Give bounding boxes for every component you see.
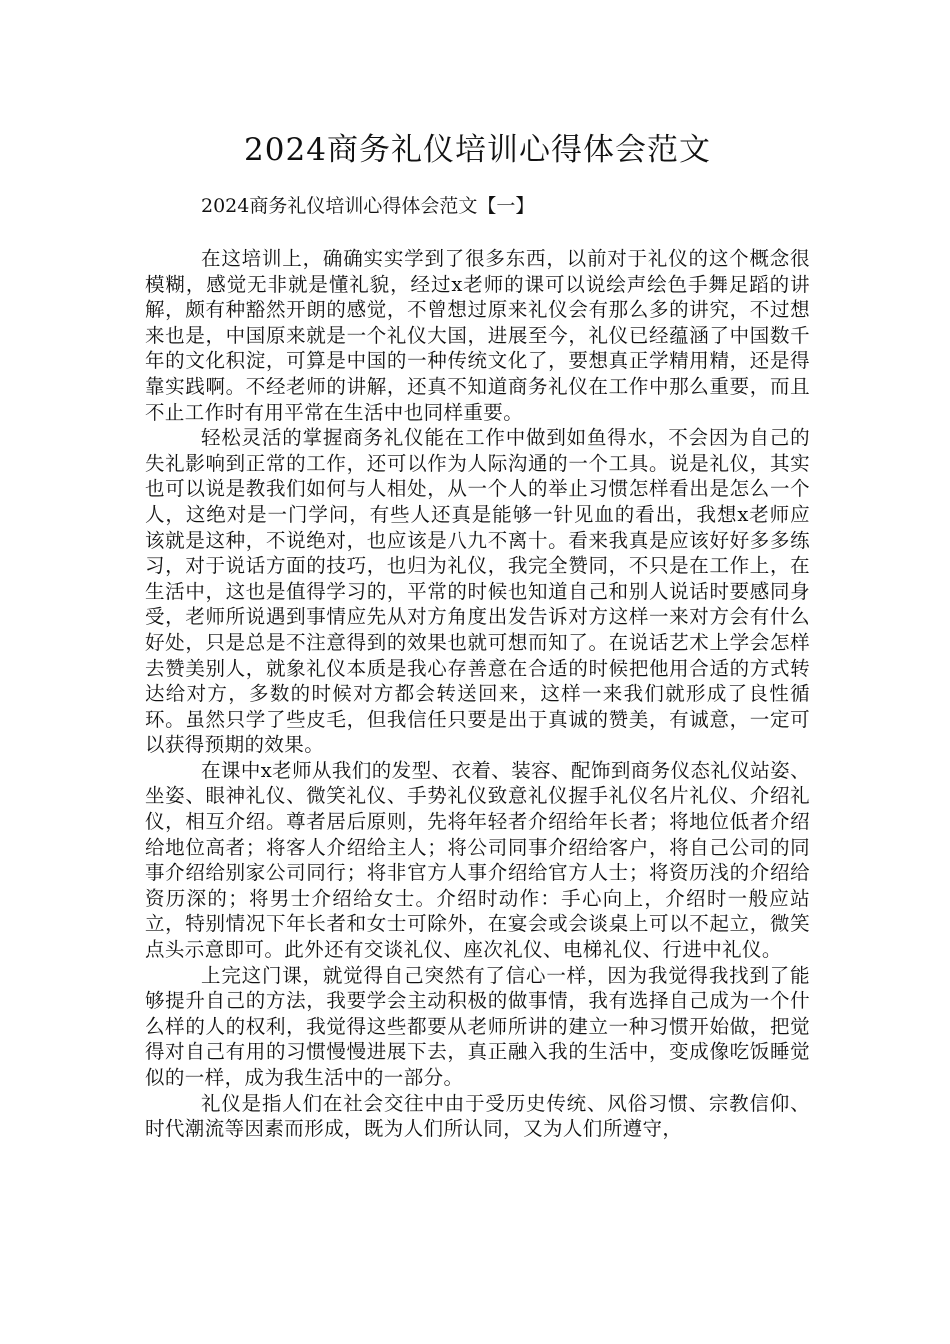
paragraph-2: 轻松灵活的掌握商务礼仪能在工作中做到如鱼得水，不会因为自己的失礼影响到正常的工作，还可以作为人际沟通的一个工具。说是礼仪，其实也可以说是教我们如何与人相处，从一个人的举止习惯怎样看出是怎么一个人，这绝对是一门学问，有些人还真是能够一针见血的看出，我想x老师应该就是这种，不说绝对，也应该是八九不离十。看来我真是应该好好多多练习，对于说话方面的技巧，也归为礼仪，我完全赞同，不只是在工作上，在生活中，这也是值得学习的，平常的时候也知道自己和别人说话时要感同身受，老师所说遇到事情应先从对方角度出发告诉对方这样一来对方会有什么好处，只是总是不注意得到的效果也就可想而知了。在说话艺术上学会怎样去赞美别人，就象礼仪本质是我心存善意在合适的时候把他用合适的方式转达给对方，多数的时候对方都会转送回来，这样一来我们就形成了良性循环。虽然只学了些皮毛，但我信任只要是出于真诚的赞美，有诚意，一定可以获得预期的效果。: [145, 426, 810, 757]
document-title: 2024商务礼仪培训心得体会范文: [244, 132, 711, 168]
section-heading: 2024商务礼仪培训心得体会范文【一】: [201, 195, 535, 217]
paragraph-1: 在这培训上，确确实实学到了很多东西，以前对于礼仪的这个概念很模糊，感觉无非就是懂礼貌，经过x老师的课可以说绘声绘色手舞足蹈的讲解，颇有种豁然开朗的感觉，不曾想过原来礼仪会有那么多的讲究，不过想来也是，中国原来就是一个礼仪大国，进展至今，礼仪已经蕴涵了中国数千年的文化积淀，可算是中国的一种传统文化了，要想真正学精用精，还是得靠实践啊。不经老师的讲解，还真不知道商务礼仪在工作中那么重要，而且不止工作时有用平常在生活中也同样重要。: [145, 247, 810, 424]
paragraph-3: 在课中x老师从我们的发型、衣着、装容、配饰到商务仪态礼仪站姿、坐姿、眼神礼仪、微笑礼仪、手势礼仪致意礼仪握手礼仪名片礼仪、介绍礼仪，相互介绍。尊者居后原则，先将年轻者介绍给年长者；将地位低者介绍给地位高者；将客人介绍给主人；将公司同事介绍给客户，将自己公司的同事介绍给别家公司同行；将非官方人事介绍给官方人士；将资历浅的介绍给资历深的；将男士介绍给女士。介绍时动作：手心向上，介绍时一般应站立，特别情况下年长者和女士可除外，在宴会或会谈桌上可以不起立，微笑点头示意即可。此外还有交谈礼仪、座次礼仪、电梯礼仪、行进中礼仪。: [145, 758, 810, 962]
document-page: [145, 128, 810, 1142]
paragraph-4: 上完这门课，就觉得自己突然有了信心一样，因为我觉得我找到了能够提升自己的方法，我要学会主动积极的做事情，我有选择自己成为一个什么样的人的权利，我觉得这些都要从老师所讲的建立一种习惯开始做，把觉得对自己有用的习惯慢慢进展下去，真正融入我的生活中，变成像吃饭睡觉似的一样，成为我生活中的一部分。: [145, 963, 810, 1089]
paragraph-5: 礼仪是指人们在社会交往中由于受历史传统、风俗习惯、宗教信仰、时代潮流等因素而形成，既为人们所认同，又为人们所遵守，: [145, 1091, 810, 1141]
